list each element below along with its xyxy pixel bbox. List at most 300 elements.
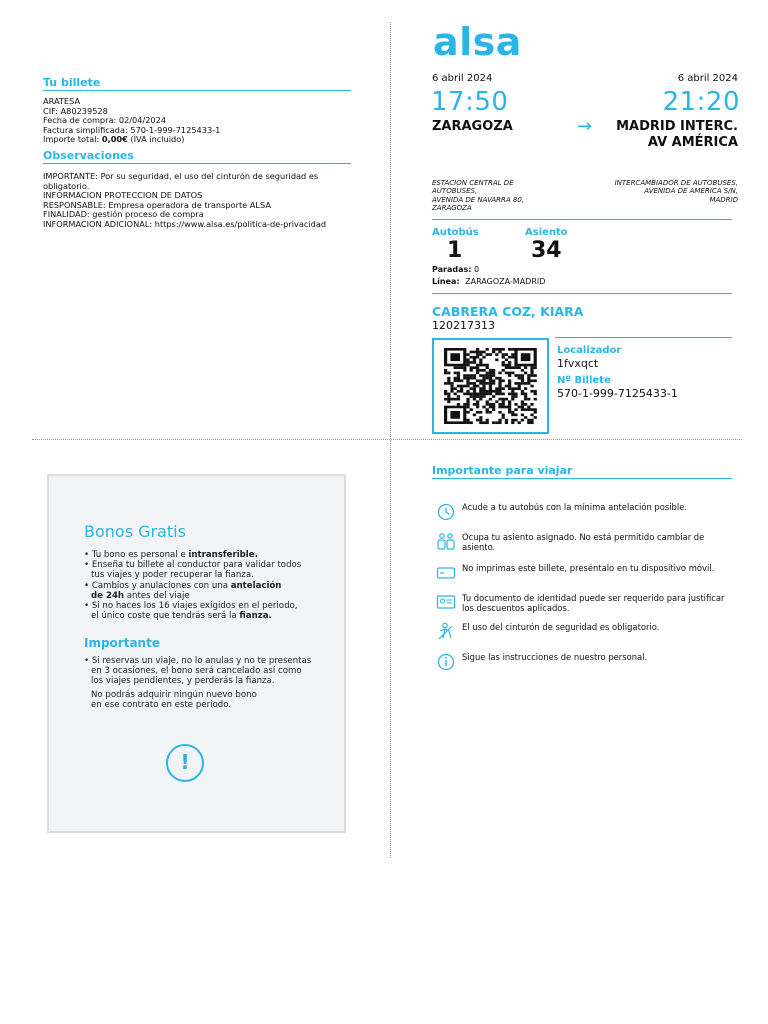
qr-module [450, 411, 460, 419]
qr-module [466, 390, 469, 393]
observation-line: INFORMACION ADICIONAL: https://www.alsa.es/politica-de-privacidad [43, 218, 327, 229]
qr-module [498, 406, 501, 409]
horizontal-fold-line [32, 439, 742, 440]
qr-module [492, 390, 495, 393]
tip-text: Tu documento de identidad puede ser requerido para justificar los descuentos aplicados. [462, 593, 725, 613]
qr-module [470, 421, 473, 424]
arrival-city-line2: AV AMÉRICA [647, 135, 738, 150]
important-line [84, 676, 334, 686]
qr-module [470, 351, 473, 354]
departure-city: ZARAGOZA [432, 119, 513, 134]
seatbelt-icon [436, 622, 456, 640]
qr-module [521, 419, 524, 422]
departure-time: 17:50 [431, 87, 509, 117]
qr-module [482, 377, 485, 380]
qr-module [470, 369, 473, 372]
qr-module [502, 406, 505, 409]
arrival-station [580, 179, 738, 204]
qr-module [476, 385, 479, 388]
qr-module [486, 403, 489, 406]
qr-module [498, 390, 501, 393]
qr-module [470, 366, 473, 369]
qr-module [502, 393, 505, 396]
qr-module [454, 366, 457, 369]
seat-icon [436, 532, 456, 550]
qr-module [505, 364, 508, 367]
ticket-details [43, 97, 351, 145]
qr-module [460, 385, 463, 388]
qr-module [466, 419, 469, 422]
qr-module [524, 393, 527, 396]
qr-module [514, 393, 517, 396]
seat-label: Asiento [525, 227, 568, 238]
qr-module [502, 398, 505, 401]
qr-module [495, 421, 498, 424]
qr-module [450, 387, 453, 390]
qr-module [524, 403, 527, 406]
qr-module [530, 385, 533, 388]
qr-module [482, 351, 485, 354]
qr-module [457, 379, 460, 382]
qr-module [527, 377, 530, 380]
qr-module [486, 374, 489, 377]
purchase-date: Fecha de compra: 02/04/2024 [43, 115, 167, 126]
total-amount [43, 135, 351, 145]
qr-module [508, 366, 511, 369]
qr-module [527, 406, 530, 409]
departure-date: 6 abril 2024 [432, 73, 493, 84]
qr-module [511, 348, 514, 351]
qr-module [534, 416, 537, 419]
qr-module [527, 419, 530, 422]
qr-module [505, 406, 508, 409]
qr-module [489, 369, 492, 372]
qr-module [454, 379, 457, 382]
line-label: Línea: [432, 277, 460, 286]
qr-module [473, 414, 476, 417]
qr-module [511, 366, 514, 369]
qr-module [463, 369, 466, 372]
qr-module [476, 348, 479, 351]
qr-module [466, 403, 469, 406]
qr-module [534, 411, 537, 414]
qr-module [527, 374, 530, 377]
qr-module [530, 379, 533, 382]
ticket-icon [436, 563, 456, 581]
qr-module [508, 348, 511, 351]
bullet-bold: fianza. [239, 611, 272, 622]
qr-module [489, 379, 492, 382]
ticket-number-label: Nº Billete [557, 375, 611, 386]
qr-module [473, 385, 476, 388]
qr-module [508, 364, 511, 367]
qr-module [527, 421, 530, 424]
qr-module [479, 358, 482, 361]
qr-module [489, 385, 492, 388]
qr-module [489, 393, 492, 396]
qr-module [466, 364, 469, 367]
qr-module [476, 351, 479, 354]
qr-module [511, 356, 514, 359]
note-text: No podrás adquirir ningún nuevo bono [91, 689, 257, 700]
qr-module [527, 382, 530, 385]
qr-module [524, 395, 527, 398]
qr-module [454, 387, 457, 390]
qr-module [470, 395, 473, 398]
qr-module [466, 353, 469, 356]
bullet-text: Cambios y anulaciones con una [91, 580, 231, 591]
qr-module [466, 385, 469, 388]
important-text: Si reservas un viaje, no lo anulas y no te presentas [91, 656, 312, 666]
qr-module [457, 390, 460, 393]
qr-module [486, 393, 489, 396]
qr-module [486, 377, 489, 380]
qr-module [489, 353, 492, 356]
qr-module [492, 395, 495, 398]
qr-module [521, 374, 524, 377]
qr-module [505, 372, 508, 375]
qr-module [502, 356, 505, 359]
qr-module [521, 390, 524, 393]
qr-module [502, 348, 505, 351]
qr-module [486, 348, 489, 351]
qr-module [495, 377, 498, 380]
qr-module [514, 382, 517, 385]
qr-module [466, 393, 469, 396]
qr-module [530, 366, 533, 369]
observations-rule [43, 163, 351, 164]
bullet-text: antes del viaje [124, 590, 190, 601]
qr-module [498, 382, 501, 385]
qr-module [479, 361, 482, 364]
qr-module [521, 353, 531, 361]
qr-module [495, 393, 498, 396]
bonos-bullets [84, 550, 334, 621]
stops [432, 265, 479, 274]
qr-module [486, 364, 489, 367]
qr-module [447, 377, 450, 380]
qr-module [466, 382, 469, 385]
qr-module [492, 408, 495, 411]
qr-module [479, 374, 482, 377]
qr-module [521, 406, 524, 409]
qr-module [479, 382, 482, 385]
bonos-bullet-cont [84, 611, 334, 621]
qr-module [476, 419, 479, 422]
cif: CIF: A80239528 [43, 105, 108, 116]
observation-line: obligatorio. [43, 180, 90, 191]
qr-module [502, 403, 505, 406]
qr-module [476, 366, 479, 369]
qr-module [492, 372, 495, 375]
qr-module [473, 361, 476, 364]
qr-module [502, 416, 505, 419]
qr-module [463, 374, 466, 377]
note-line [84, 690, 334, 700]
bonos-bullet-cont [84, 591, 334, 601]
bonos-important-title: Importante [84, 636, 160, 650]
qr-module [482, 406, 485, 409]
qr-module [514, 403, 517, 406]
qr-module [479, 411, 482, 414]
alsa-logo: alsa [433, 20, 522, 64]
qr-module [473, 358, 476, 361]
tip-text: No imprimas este billete, preséntalo en tu dispositivo móvil. [462, 563, 715, 573]
qr-module [489, 377, 492, 380]
qr-module [492, 382, 495, 385]
company-name: ARATESA [43, 96, 81, 106]
qr-module [463, 403, 466, 406]
qr-module [524, 382, 527, 385]
qr-module [460, 379, 463, 382]
qr-module [514, 366, 517, 369]
ticket-section-title: Tu billete [43, 76, 101, 89]
qr-module [473, 398, 476, 401]
station-line: ESTACION CENTRAL DE [432, 179, 514, 187]
qr-module [511, 353, 514, 356]
qr-module [479, 393, 482, 396]
qr-module [482, 421, 485, 424]
qr-module [473, 382, 476, 385]
qr-module [534, 374, 537, 377]
bullet-bold: intransferible. [188, 550, 258, 560]
qr-module [530, 421, 533, 424]
qr-module [450, 382, 453, 385]
qr-module [521, 400, 524, 403]
observation-line: IMPORTANTE: Por su seguridad, el uso del cinturón de seguridad es [43, 171, 319, 181]
tip-text: Acude a tu autobús con la mínima antelación posible. [462, 502, 688, 512]
qr-module [486, 390, 489, 393]
qr-module [470, 393, 473, 396]
qr-module [476, 379, 479, 382]
qr-module [511, 395, 514, 398]
qr-module [486, 382, 489, 385]
qr-module [457, 403, 460, 406]
arrival-date: 6 abril 2024 [677, 73, 738, 84]
tip-text: Ocupa tu asiento asignado. No está permitido cambiar de asiento. [462, 532, 705, 552]
qr-module [521, 369, 524, 372]
qr-module [534, 366, 537, 369]
station-line: INTERCAMBIADOR DE AUTOBUSES, [614, 179, 738, 187]
qr-module [502, 369, 505, 372]
route-line [432, 277, 545, 286]
qr-module [524, 366, 527, 369]
qr-module [514, 408, 517, 411]
qr-module [447, 372, 450, 375]
qr-module [482, 369, 485, 372]
station-line: AVENIDA DE AMERICA S/N, [644, 187, 738, 196]
qr-module [489, 411, 492, 414]
qr-module [482, 364, 485, 367]
qr-module [489, 387, 492, 390]
qr-module [482, 374, 485, 377]
bus-label: Autobús [432, 227, 479, 238]
qr-module [534, 390, 537, 393]
qr-module [489, 398, 492, 401]
qr-module [473, 390, 476, 393]
important-text: en 3 ocasiones, el bono será cancelado así como [91, 666, 302, 677]
qr-module [534, 408, 537, 411]
qr-module [476, 393, 479, 396]
bullet-text: Si no haces los 16 viajes exigidos en el periodo, [91, 601, 298, 612]
qr-module [518, 366, 521, 369]
qr-module [502, 379, 505, 382]
qr-module [527, 408, 530, 411]
qr-module [457, 398, 460, 401]
qr-module [518, 421, 521, 424]
qr-module [530, 390, 533, 393]
qr-module [450, 353, 460, 361]
station-line: AUTOBUSES, [432, 187, 478, 196]
qr-module [524, 387, 527, 390]
qr-module [527, 379, 530, 382]
qr-module [492, 348, 495, 351]
qr-module [505, 421, 508, 424]
qr-module [466, 377, 469, 380]
qr-module [505, 385, 508, 388]
bonos-bullet: • Enseña tu billete al conductor para validar todos [84, 560, 302, 571]
bus-number: 1 [447, 238, 463, 263]
qr-module [460, 387, 463, 390]
bullet-bold: antelación [230, 580, 282, 591]
station-line: MADRID [709, 195, 738, 204]
vertical-fold-line-top [390, 22, 391, 439]
seat-number: 34 [531, 238, 562, 263]
qr-module [476, 400, 479, 403]
qr-module [460, 366, 463, 369]
qr-module [511, 387, 514, 390]
qr-module [492, 351, 495, 354]
note-line [84, 700, 334, 710]
qr-module [470, 387, 473, 390]
qr-module [495, 353, 498, 356]
qr-module [463, 377, 466, 380]
arrival-city-line1: MADRID INTERC. [616, 119, 738, 134]
locator-value: 1fvxqct [557, 357, 599, 370]
qr-module [498, 419, 501, 422]
qr-module [521, 382, 524, 385]
qr-module [476, 369, 479, 372]
qr-module [473, 377, 476, 380]
qr-module [489, 382, 492, 385]
qr-module [495, 400, 498, 403]
qr-module [476, 403, 479, 406]
qr-module [518, 374, 521, 377]
qr-module [530, 419, 533, 422]
qr-module [530, 372, 533, 375]
qr-module [511, 393, 514, 396]
qr-module [521, 408, 524, 411]
qr-module [457, 377, 460, 380]
invoice-number: Factura simplificada: 570-1-999-7125433-1 [43, 124, 221, 135]
qr-module [470, 374, 473, 377]
qr-module [508, 400, 511, 403]
stops-label: Paradas: [432, 265, 472, 274]
qr-module [466, 374, 469, 377]
clock-icon [436, 502, 456, 520]
qr-module [447, 398, 450, 401]
qr-module [518, 406, 521, 409]
observations-text [43, 172, 363, 230]
qr-module [498, 393, 501, 396]
qr-module [511, 414, 514, 417]
ticket-number-value: 570-1-999-7125433-1 [557, 387, 678, 400]
qr-module [498, 421, 501, 424]
qr-module [479, 398, 482, 401]
qr-module [447, 400, 450, 403]
qr-module [508, 408, 511, 411]
note-text: en ese contrato en este periodo. [91, 699, 232, 710]
qr-module [502, 353, 505, 356]
bonos-title: Bonos Gratis [84, 522, 186, 541]
qr-module [470, 356, 473, 359]
arrival-time: 21:20 [662, 87, 740, 117]
qr-code [434, 340, 547, 432]
qr-module [518, 382, 521, 385]
qr-module [473, 374, 476, 377]
qr-module [534, 398, 537, 401]
bonos-bullet: • Si no haces los 16 viajes exigidos en el periodo, [84, 601, 298, 612]
qr-module [530, 414, 533, 417]
station-line: AVENIDA DE NAVARRA 80, [432, 195, 525, 204]
qr-module [473, 366, 476, 369]
qr-module [498, 403, 501, 406]
qr-module [476, 364, 479, 367]
trip-rule [432, 219, 732, 220]
qr-module [463, 385, 466, 388]
qr-module [502, 361, 505, 364]
qr-module [495, 358, 498, 361]
info-icon [436, 652, 456, 670]
exclamation-icon: ! [166, 744, 204, 782]
qr-module [505, 398, 508, 401]
qr-module [514, 374, 517, 377]
qr-module [505, 353, 508, 356]
qr-module [466, 361, 469, 364]
departure-station [432, 179, 582, 213]
qr-module [505, 358, 508, 361]
qr-module [508, 361, 511, 364]
qr-module [486, 400, 489, 403]
observation-line: RESPONSABLE: Empresa operadora de transporte ALSA [43, 199, 271, 210]
qr-module [508, 374, 511, 377]
qr-module [486, 366, 489, 369]
qr-module [489, 374, 492, 377]
qr-module [518, 385, 521, 388]
station-line: ZARAGOZA [432, 204, 472, 213]
qr-module [482, 395, 485, 398]
qr-module [473, 403, 476, 406]
qr-module [473, 351, 476, 354]
qr-module [479, 387, 482, 390]
qr-module [460, 390, 463, 393]
qr-module [498, 398, 501, 401]
qr-module [498, 379, 501, 382]
bullet-bold: de 24h [91, 590, 125, 601]
ticket-section-rule [43, 90, 351, 91]
bus-rule [432, 293, 732, 294]
qr-module [444, 372, 447, 375]
qr-module [476, 372, 479, 375]
qr-module [482, 393, 485, 396]
qr-module [495, 390, 498, 393]
qr-module [492, 421, 495, 424]
qr-module [470, 377, 473, 380]
qr-module [457, 372, 460, 375]
qr-module [457, 395, 460, 398]
qr-module [511, 372, 514, 375]
qr-module [508, 356, 511, 359]
